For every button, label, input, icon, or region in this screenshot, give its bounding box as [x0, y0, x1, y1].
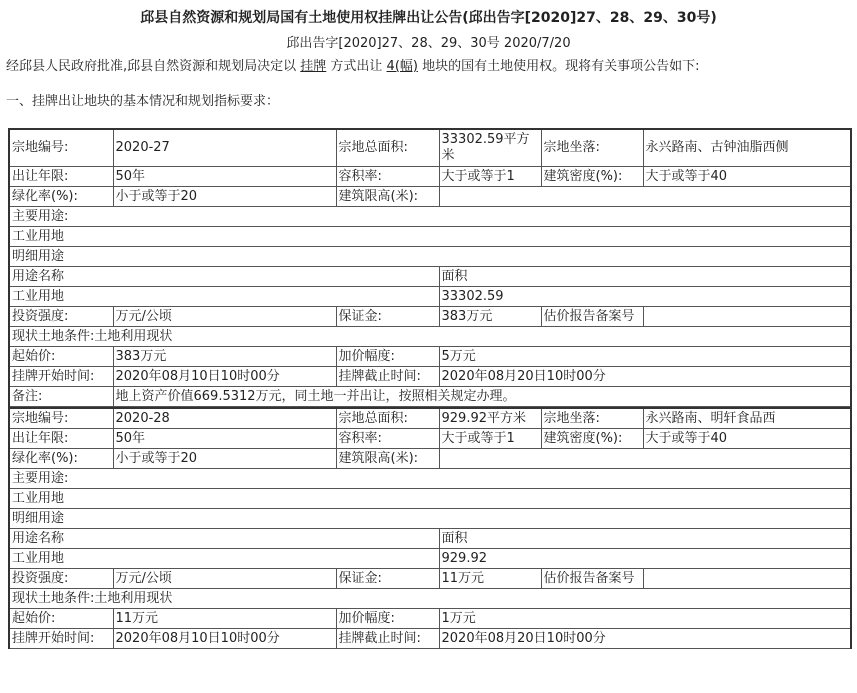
label-remarks: 备注: [9, 387, 113, 407]
value-appraisal [643, 307, 851, 327]
table-row [9, 387, 851, 407]
value-use-name: 工业用地 [9, 549, 439, 569]
label-term: 出让年限: [9, 167, 113, 187]
table-row [9, 129, 851, 167]
table-row [9, 449, 851, 469]
label-total-area: 宗地总面积: [336, 408, 439, 429]
value-term: 50年 [113, 167, 336, 187]
label-end-time: 挂牌截止时间: [336, 367, 439, 387]
table-row [9, 207, 851, 227]
announcement-title: 邱县自然资源和规划局国有土地使用权挂牌出让公告(邱出告字[2020]27、28、29、30号) [140, 10, 717, 26]
label-main-use: 主要用途: [9, 469, 851, 489]
value-parcel-no: 2020-28 [113, 408, 336, 429]
value-density: 大于或等于40 [643, 429, 851, 449]
value-location: 永兴路南、明轩食品西 [643, 408, 851, 429]
label-status: 现状土地条件: [12, 590, 95, 606]
value-height [439, 187, 851, 207]
label-use-name: 用途名称 [9, 267, 439, 287]
table-row [9, 509, 851, 529]
value-use-name: 工业用地 [9, 287, 439, 307]
value-parcel-no: 2020-27 [113, 129, 336, 167]
table-row [9, 187, 851, 207]
label-height: 建筑限高(米): [336, 187, 439, 207]
value-far: 大于或等于1 [439, 429, 541, 449]
table-row [9, 307, 851, 327]
table-row [9, 489, 851, 509]
label-appraisal: 估价报告备案号 [541, 569, 643, 589]
value-end-time: 2020年08月20日10时00分 [439, 629, 851, 649]
label-start-time: 挂牌开始时间: [9, 367, 113, 387]
label-start-time: 挂牌开始时间: [9, 629, 113, 649]
table-row [9, 589, 851, 609]
value-deposit: 11万元 [439, 569, 541, 589]
label-start-price: 起始价: [9, 347, 113, 367]
label-term: 出让年限: [9, 429, 113, 449]
label-use-name: 用途名称 [9, 529, 439, 549]
label-status: 现状土地条件: [12, 328, 95, 344]
label-parcel-no: 宗地编号: [9, 408, 113, 429]
label-parcel-no: 宗地编号: [9, 129, 113, 167]
intro-method: 挂牌 [300, 59, 327, 74]
label-end-time: 挂牌截止时间: [336, 629, 439, 649]
label-main-use: 主要用途: [9, 207, 851, 227]
value-increment: 5万元 [439, 347, 851, 367]
value-far: 大于或等于1 [439, 167, 541, 187]
value-start-price: 383万元 [113, 347, 336, 367]
intro-suffix: 地块的国有土地使用权。现将有关事项公告如下: [417, 59, 700, 74]
value-use-area: 33302.59 [439, 287, 851, 307]
status-cell [9, 327, 851, 347]
label-start-price: 起始价: [9, 609, 113, 629]
label-far: 容积率: [336, 167, 439, 187]
parcel-table-2020-27 [8, 128, 852, 407]
parcel-table-2020-28 [8, 407, 852, 649]
value-start-price: 11万元 [113, 609, 336, 629]
table-row [9, 247, 851, 267]
value-remarks: 地上资产价值669.5312万元，同土地一并出让，按照相关规定办理。 [113, 387, 851, 407]
table-row [9, 429, 851, 449]
value-green: 小于或等于20 [113, 187, 336, 207]
table-row [9, 347, 851, 367]
table-row [9, 227, 851, 247]
value-main-use: 工业用地 [9, 489, 851, 509]
value-start-time: 2020年08月10日10时00分 [113, 367, 336, 387]
value-status: 土地利用现状 [94, 590, 173, 606]
value-density: 大于或等于40 [643, 167, 851, 187]
value-status: 土地利用现状 [94, 328, 173, 344]
label-location: 宗地坐落: [541, 408, 643, 429]
label-deposit: 保证金: [336, 569, 439, 589]
announcement-subtitle: 邱出告字[2020]27、28、29、30号 2020/7/20 [286, 36, 571, 51]
table-row [9, 287, 851, 307]
label-investment: 投资强度: [9, 307, 113, 327]
label-detail-use: 明细用途 [9, 509, 851, 529]
value-investment: 万元/公顷 [113, 307, 336, 327]
intro-paragraph [6, 58, 699, 76]
table-row [9, 629, 851, 649]
intro-middle: 方式出让 [326, 59, 387, 74]
value-location: 永兴路南、古钟油脂西侧 [643, 129, 851, 167]
label-height: 建筑限高(米): [336, 449, 439, 469]
table-row [9, 267, 851, 287]
section-heading: 一、挂牌出让地块的基本情况和规划指标要求： [6, 94, 280, 109]
label-deposit: 保证金: [336, 307, 439, 327]
value-appraisal [643, 569, 851, 589]
label-far: 容积率: [336, 429, 439, 449]
label-location: 宗地坐落: [541, 129, 643, 167]
status-cell [9, 589, 851, 609]
label-increment: 加价幅度: [336, 609, 439, 629]
value-end-time: 2020年08月20日10时00分 [439, 367, 851, 387]
table-row [9, 327, 851, 347]
label-detail-use: 明细用途 [9, 247, 851, 267]
label-total-area: 宗地总面积: [336, 129, 439, 167]
parcel-tables [8, 128, 850, 649]
label-appraisal: 估价报告备案号 [541, 307, 643, 327]
label-increment: 加价幅度: [336, 347, 439, 367]
value-main-use: 工业用地 [9, 227, 851, 247]
table-row [9, 609, 851, 629]
value-increment: 1万元 [439, 609, 851, 629]
value-green: 小于或等于20 [113, 449, 336, 469]
intro-count: 4(幅) [386, 59, 418, 74]
value-start-time: 2020年08月10日10时00分 [113, 629, 336, 649]
label-green: 绿化率(%): [9, 187, 113, 207]
table-row [9, 469, 851, 489]
value-height [439, 449, 851, 469]
intro-prefix: 经邱县人民政府批准,邱县自然资源和规划局决定以 [6, 59, 301, 74]
table-row [9, 167, 851, 187]
value-investment: 万元/公顷 [113, 569, 336, 589]
label-area: 面积 [439, 267, 851, 287]
table-row [9, 569, 851, 589]
value-total-area: 33302.59平方米 [439, 129, 541, 167]
table-row [9, 408, 851, 429]
table-row [9, 367, 851, 387]
table-row [9, 529, 851, 549]
label-area: 面积 [439, 529, 851, 549]
label-density: 建筑密度(%): [541, 167, 643, 187]
value-term: 50年 [113, 429, 336, 449]
label-investment: 投资强度: [9, 569, 113, 589]
label-green: 绿化率(%): [9, 449, 113, 469]
value-deposit: 383万元 [439, 307, 541, 327]
table-row [9, 549, 851, 569]
value-use-area: 929.92 [439, 549, 851, 569]
label-density: 建筑密度(%): [541, 429, 643, 449]
value-total-area: 929.92平方米 [439, 408, 541, 429]
